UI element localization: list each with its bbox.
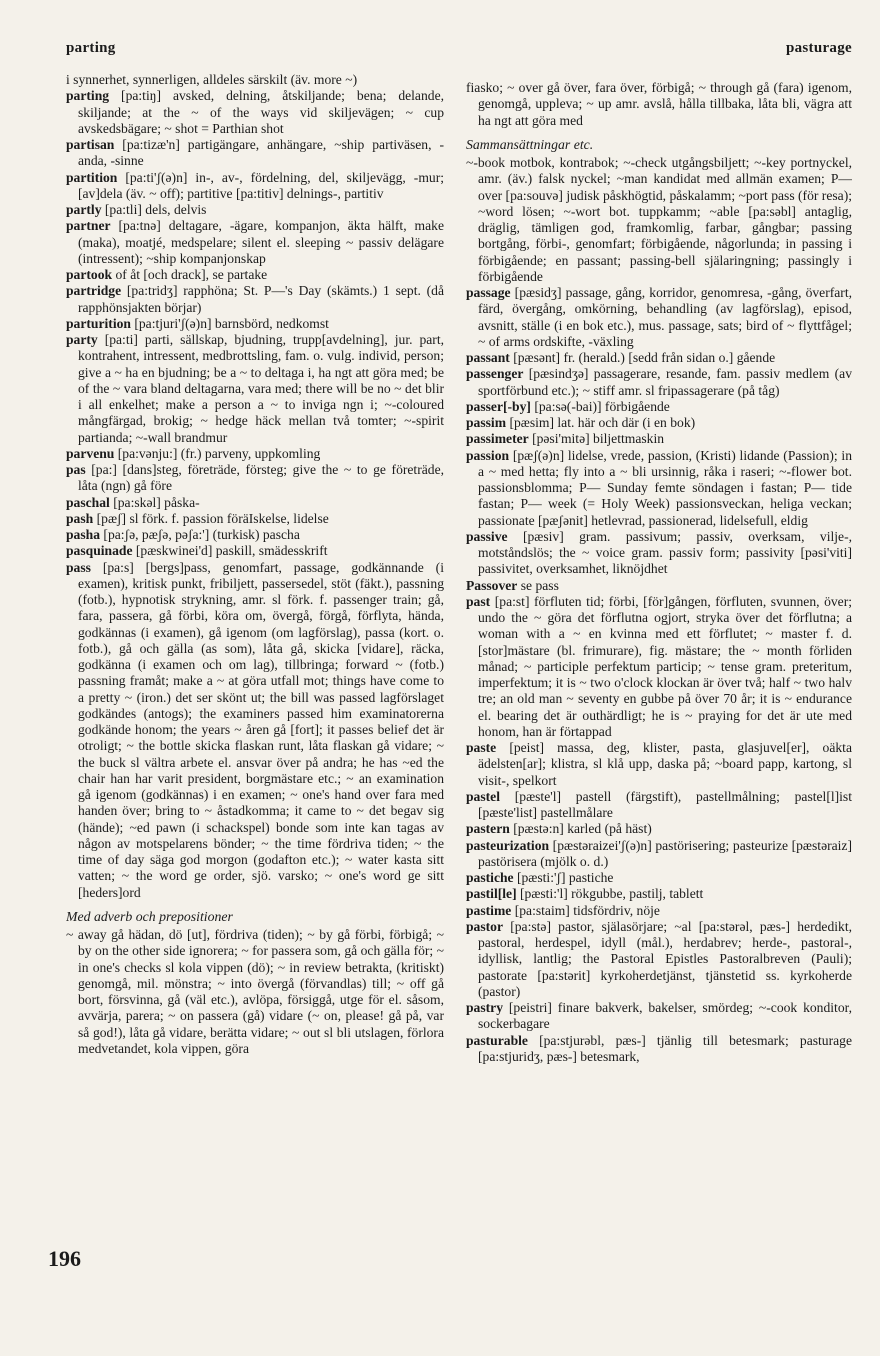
headword: parvenu	[66, 445, 115, 461]
headword: partly	[66, 202, 102, 217]
entry-text: ~-book motbok, kontrabok; ~-check utgångsbiljett; ~-key portnyckel, amr. (äv.) falsk nyckel; ~man kandidat med allmän examen; P— over [pa:souvə] judisk påskhögtid, påskalamm; ~port pass (för resa); ~word lösen; ~-wort bot. tuppkamm; ~able [pa:səbl] antaglig, dräglig, tämligen god, framkomlig, farbar, gångbar; passing bortgång, förbi-, genomfart; förbigående, någorlunda; in passing i förbigående; en passant; passing-bell själaringning; passingly i förbigående	[466, 155, 852, 284]
dictionary-entry	[66, 88, 444, 137]
dictionary-entry	[466, 448, 852, 529]
headword: pastel	[466, 788, 500, 804]
headword: partner	[66, 218, 111, 234]
headword: passenger	[466, 366, 524, 382]
dictionary-entry	[66, 543, 444, 559]
entry-text: [pæʃ(ə)n] lidelse, vrede, passion, (Kristi) lidande (Passion); in a ~ med hetta; fly into a ~ bli ursinnig, råka i raseri; ~-flower bot. passionsblomma; P— Sunday femte söndagen i fastan; P— tide fastan; P— week (= Holy Week) passionsveckan, heliga veckan; passionate [pæʃənit] hetlevrad, passionerad, lidelsefull, eldig	[478, 447, 852, 528]
headword: passimeter	[466, 431, 529, 447]
dictionary-entry	[466, 80, 852, 129]
dictionary-entry	[66, 170, 444, 203]
headword: passive	[466, 528, 508, 544]
dictionary-entry	[466, 789, 852, 822]
dictionary-entry	[66, 137, 444, 170]
dictionary-entry	[466, 529, 852, 578]
entry-text: [pæstəraizei'ʃ(ə)n] pastörisering; pasteurize [pæstəraiz] pastörisera (mjölk o. d.)	[478, 837, 852, 869]
entry-text: [pa:tiŋ] avsked, delning, åtskiljande; bena; delande, skiljande; at the ~ of the ways vid skiljevägen; ~ cup avskedsbägare; ~ shot = Parthian shot	[78, 88, 444, 136]
dictionary-entry	[466, 838, 852, 871]
dictionary-entry	[66, 202, 444, 218]
entry-text: ~ away gå hädan, dö [ut], fördriva (tiden); ~ by gå förbi, förbigå; ~ by on the other side ignorera; ~ for passera som, gå och gälla för; ~ in one's checks sl kola vippen (dö); ~ in review betrakta, (kritiskt) genomgå, mil. mönstra; ~ into övergå (förvandlas) till; ~ off gå bort, försvinna, gå (väl etc.), avlöpa, försiggå, utge för el. såsom, avvärja, parera; ~ on passera (gå) vidare (~ on, please! gå på, var så god!), låta gå vidare, berätta vidare; ~ out sl bli utslagen, förlora medvetandet, kola vippen, göra	[66, 927, 444, 1056]
right-column	[466, 80, 852, 1276]
dictionary-entry	[66, 218, 444, 267]
section-heading: Med adverb och prepositioner	[66, 908, 233, 924]
entry-text: i synnerhet, synnerligen, alldeles särskilt (äv. more ~)	[66, 72, 358, 87]
entry-text: [pæskwinei'd] paskill, smädesskrift	[132, 543, 328, 559]
headword: pastry	[466, 1000, 504, 1015]
entry-text: [pa:stə] pastor, själasörjare; ~al [pa:stərəl, pæs-] herdedikt, pastoral, herdespel, idyll (mål.), herdabrev; herde-, pastoral-, idyllisk, lantlig; the Pastoral Epistles Pastoralbreven (Pauli); pastorate [pa:stərit] kyrkoherdetjänst, tjänstetid ss. kyrkoherde (pastor)	[478, 918, 852, 999]
dictionary-entry	[466, 350, 852, 366]
dictionary-entry	[66, 495, 444, 511]
section-heading: Sammansättningar etc.	[466, 136, 594, 152]
headword: partition	[66, 169, 118, 185]
entry-text: [pa:ʃə, pæʃə, pəʃa:'] (turkisk) pascha	[100, 527, 300, 542]
entry-text: [pa:tnə] deltagare, -ägare, kompanjon, äkta hälft, make (maka), moatjé, medspelare; silent el. sleeping ~ passiv delägare (intressent); ~ship kompanjonskap	[78, 218, 444, 266]
page-number: 196	[48, 1246, 81, 1271]
headword: pash	[66, 510, 94, 526]
headword: partisan	[66, 137, 115, 152]
entry-text: [pa:ti'ʃ(ə)n] in-, av-, fördelning, del, skiljevägg, -mur; [av]dela (äv. ~ off); partitive [pa:titiv] delnings-, partitiv	[78, 169, 444, 201]
headword: parting	[66, 88, 110, 104]
dictionary-entry	[66, 527, 444, 543]
running-head-right: pasturage	[785, 40, 852, 56]
dictionary-entry	[66, 446, 444, 462]
entry-text: [pæsənt] fr. (herald.) [sedd från sidan o.] gående	[509, 350, 776, 365]
entry-text: [pæʃ] sl förk. f. passion föräIskelse, lidelse	[93, 510, 329, 526]
headword: past	[466, 593, 491, 609]
dictionary-entry	[466, 1033, 852, 1066]
headword: pastor	[466, 918, 504, 934]
entry-text: [pæstə:n] karled (på häst)	[509, 821, 652, 837]
headword: pastil[le]	[466, 886, 517, 902]
headword: passion	[466, 447, 510, 463]
dictionary-entry	[466, 903, 852, 919]
dictionary-entry	[466, 1000, 852, 1033]
dictionary-entry	[466, 578, 852, 594]
entry-text: [pæste'l] pastell (färgstift), pastellmålning; pastel[l]ist [pæste'list] pastellmålare	[478, 788, 852, 820]
left-column	[66, 72, 444, 1276]
dictionary-entry	[466, 366, 852, 399]
dictionary-entry	[466, 919, 852, 1000]
headword: passer[-by]	[466, 398, 531, 414]
headword: pasha	[66, 527, 101, 542]
entry-text: [pa:s] [bergs]pass, genomfart, passage, godkännande (i examen), kritisk punkt, fribiljett, passersedel, stöt (fäkt.), passning (fotb.), hypnotisk strykning, amr. sl förk. f. passenger train; gå, fara, passera, gå förbi, köra om, övergå, förgå, förflyta, hända, godkännas (i examen), gå igenom (om lagförslag), passa (kort. o. fotb.), gå och gälla (as som), låta gå, skicka [vidare], räcka, godkänna (i examen och om lag), tillbringa; forward ~ (fotb.) passning framåt; make a ~ at göra utfall mot; things have come to a pretty ~ (iron.) det ser skönt ut; the bill was passed lagförslaget godkändes (antogs); the examiners passed him examinatorerna godkände honom; the years ~ åren gå [fort]; it passes belief det är otroligt; ~ the bottle skicka flaskan runt, låta flaskan gå vidare; ~ the buck sl vältra arbete el. ansvar över på andra; he has ~ed the chair han har varit president, borgmästare etc.; ~ an examination gå igenom (godkännas) i en examen; ~ one's hand over fara med handen över; bring to ~ åstadkomma; it came to ~ det begav sig (hände); ~ed pawn (i schackspel) bonde som inte kan tagas av någon av motspelarens bönder; ~ the time fördriva tiden; ~ the time of day säga god morgon (godafton etc.); ~ water kasta sitt vatten; ~ the word ge order, sjö. varsko; ~ one's word ge sitt [heders]ord	[78, 559, 444, 900]
entry-text: [pa:sə(-bai)] förbigående	[530, 398, 670, 414]
dictionary-entry	[466, 740, 852, 789]
dictionary-entry	[66, 316, 444, 332]
dictionary-entry	[466, 886, 852, 902]
entry-text: [pəsi'mitə] biljettmaskin	[528, 431, 665, 447]
entry-text: [pæsiv] gram. passivum; passiv, overksam, vilje-, motståndslös; the ~ voice gram. passiv form; passivity [pəsi'viti] passivitet, overksamhet, liknöjdhet	[478, 528, 852, 577]
entry-text: [pæsidʒ] passage, gång, korridor, genomresa, -gång, överfart, färd, övergång, omkörning, behandling (av lagförslag), episod, avsnitt, ställe (i en bok etc.), mus. passage, sats; bird of ~ flyttfågel; ~ of arms ordskifte, -växling	[478, 285, 852, 349]
headword: pasquinade	[66, 543, 133, 559]
dictionary-entry	[466, 415, 852, 431]
headword: passant	[466, 350, 510, 365]
headword: party	[66, 332, 98, 347]
dictionary-entry	[466, 285, 852, 350]
dictionary-entry	[66, 927, 444, 1057]
headword: partridge	[66, 283, 122, 299]
headword: pasteurization	[466, 837, 550, 853]
dictionary-entry	[466, 870, 852, 886]
dictionary-entry	[466, 431, 852, 447]
entry-text: [pa:tli] dels, delvis	[101, 202, 207, 217]
entry-text: [pæsim] lat. här och där (i en bok)	[506, 415, 696, 430]
dictionary-entry	[466, 821, 852, 837]
headword: pasturable	[466, 1032, 528, 1048]
running-head-left: parting	[66, 40, 116, 56]
headword: Passover	[466, 577, 518, 593]
dictionary-entry	[66, 332, 444, 446]
headword: paschal	[66, 494, 110, 510]
dictionary-entry	[66, 267, 444, 283]
entry-text: [pa:ti] parti, sällskap, bjudning, trupp[avdelning], jur. part, kontrahent, intressent, medbrottsling, fam. o. vulg. individ, person; give a ~ ha en bjudning; be a ~ to deltaga i, ha ngt att göra med; be of the ~ vara bland deltagarna, vara med; there will be no ~ det blir i all enkelhet; make a person a ~ to inviga ngn i; ~-coloured mångfärgad, brokig; ~ hedge häck mellan två tomter; ~-spirit partianda; ~-wall brandmur	[78, 332, 444, 445]
dictionary-entry	[466, 594, 852, 740]
dictionary-entry	[466, 155, 852, 285]
headword: passage	[466, 285, 511, 300]
dictionary-entry	[66, 560, 444, 901]
headword: parturition	[66, 315, 131, 331]
entry-text: [pa:vənju:] (fr.) parveny, uppkomling	[114, 445, 321, 461]
dictionary-entry	[466, 399, 852, 415]
dictionary-entry	[66, 462, 444, 495]
headword: pastiche	[466, 870, 514, 885]
headword: pas	[66, 462, 86, 477]
entry-text: of åt [och drack], se partake	[112, 267, 268, 282]
entry-text: [pæsindʒə] passagerare, resande, fam. passiv medlem (av sportförbund etc.); ~ stiff amr. sl fripassagerare (på tåg)	[478, 366, 852, 398]
entry-text: [pa:tjuri'ʃ(ə)n] barnsbörd, nedkomst	[130, 315, 329, 331]
dictionary-entry	[66, 511, 444, 527]
entry-text: [pa:staim] tidsfördriv, nöje	[511, 902, 660, 918]
headword: pastime	[466, 902, 512, 918]
headword: pastern	[466, 821, 510, 837]
headword: partook	[66, 267, 113, 282]
entry-text: [pa:skəl] påska-	[109, 494, 200, 510]
entry-text: fiasko; ~ over gå över, fara över, förbigå; ~ through gå (fara) igenom, genomgå, uppleva; ~ up amr. avslå, hålla tillbaka, låta bli, vägra att ha ngt att göra med	[466, 80, 852, 128]
entry-text: [pæsti:'l] rökgubbe, pastilj, tablett	[516, 886, 704, 902]
entry-text: [pæsti:'ʃ] pastiche	[513, 870, 614, 885]
entry-text: se pass	[517, 577, 559, 593]
entry-text: [pa:] [dans]steg, företräde, försteg; give the ~ to ge företräde, låta (ngn) gå före	[78, 462, 444, 494]
entry-text: [pa:st] förfluten tid; förbi, [för]gången, förfluten, svunnen, över; undo the ~ göra det förflutna ogjort, stryka över det förflutna; a woman with a ~ en kvinna med ett förflutet; ~ master f. d. [stor]mästare (bl. frimurare), fig. mästare; the ~ month förliden månad; ~ participle perfektum particip; ~ tense gram. preteritum, imperfektum; it is ~ two o'clock klockan är över två; half ~ two halv tre; an old man ~ seventy en gubbe på över 70 år; it is ~ endurance el. bearing det är outhärdligt; he is ~ praying for det är ute med honom, han är förtappad	[478, 593, 852, 739]
entry-text: [pa:tizæ'n] partigängare, anhängare, ~ship partiväsen, -anda, -sinne	[78, 137, 444, 169]
headword: passim	[466, 415, 507, 430]
headword: pass	[66, 559, 91, 575]
headword: paste	[466, 740, 497, 755]
entry-text: [pa:tridʒ] rapphöna; St. P—'s Day (skämts.) 1 sept. (då rapphönsjakten börjar)	[78, 283, 444, 315]
entry-text: [peist] massa, deg, klister, pasta, glasjuvel[er], oäkta ädelsten[ar]; klistra, sl klå upp, daska på; ~board papp, kartong, sl visit-, spelkort	[478, 740, 852, 788]
entry-text: [pa:stjurəbl, pæs-] tjänlig till betesmark; pasturage [pa:stjuridʒ, pæs-] betesmark,	[478, 1032, 852, 1064]
dictionary-entry	[66, 283, 444, 316]
entry-text: [peistri] finare bakverk, bakelser, smördeg; ~-cook konditor, sockerbagare	[478, 1000, 852, 1032]
dictionary-entry	[66, 72, 444, 88]
